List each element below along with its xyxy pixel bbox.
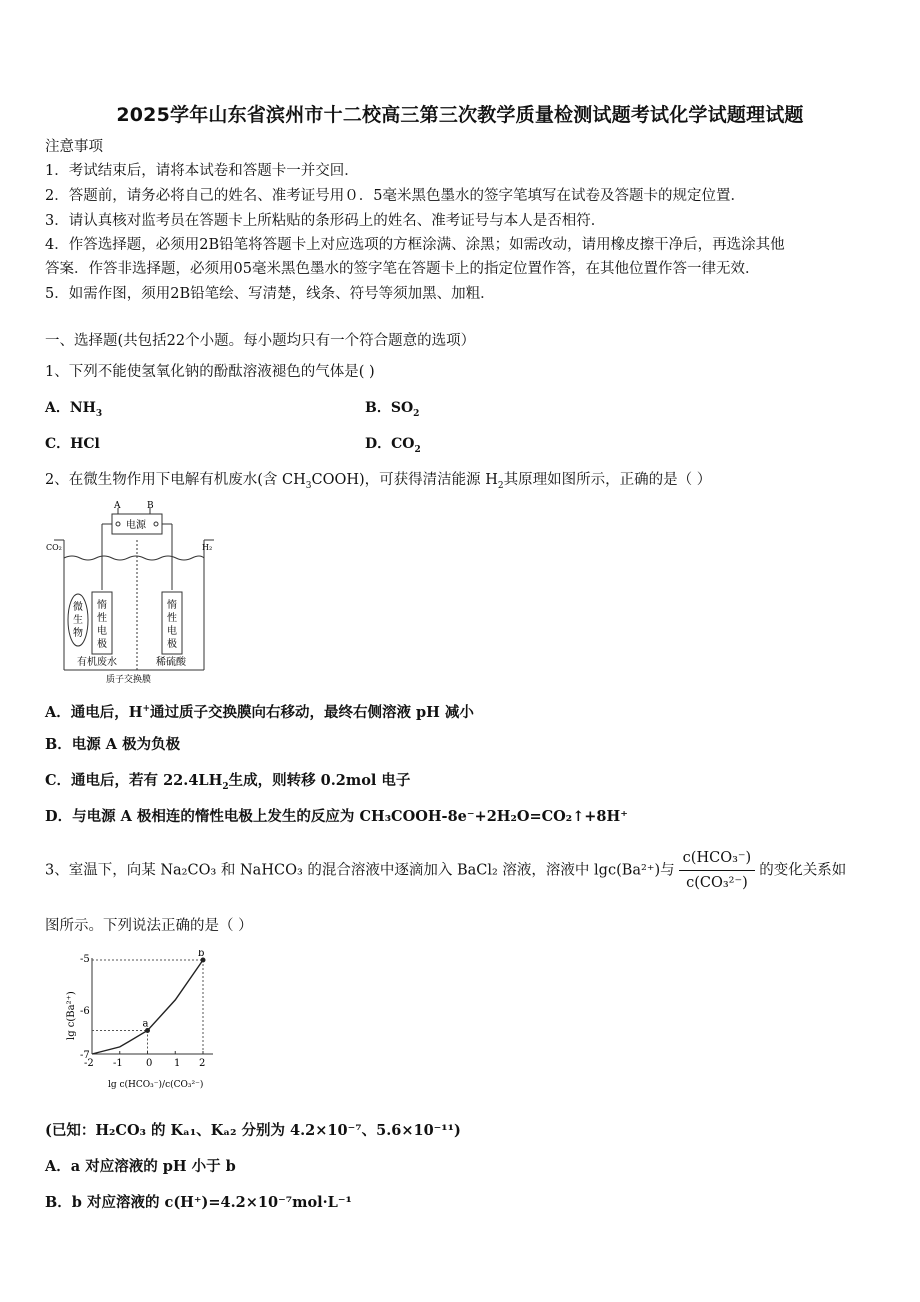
q1-option-c: C．HCl xyxy=(45,436,100,452)
electrode-char: 惰 xyxy=(97,600,107,611)
notice-item: 答案．作答非选择题，必须用05毫米黑色墨水的签字笔在答题卡上的指定位置作答，在其他位置作答一律无效． xyxy=(45,261,760,277)
point-a-label: a xyxy=(142,1018,149,1030)
electrode-char: 性 xyxy=(167,613,177,624)
ba-concentration-chart xyxy=(58,950,228,1110)
q3-option-a: A．a 对应溶液的 pH 小于 b xyxy=(45,1158,236,1175)
x-tick-label: -1 xyxy=(113,1058,123,1069)
notice-heading: 注意事项 xyxy=(45,139,103,155)
y-tick-label: -5 xyxy=(80,954,90,965)
notice-item: 1．考试结束后，请将本试卷和答题卡一并交回． xyxy=(45,163,359,179)
q2-option-d: D．与电源 A 极相连的惰性电极上发生的反应为 CH₃COOH-8e⁻+2H₂O=CO₂↑+8H⁺ xyxy=(45,808,628,825)
q1-option-b: B．$SO_2$ xyxy=(365,400,420,419)
q2-option-b: B．电源 A 极为负极 xyxy=(45,736,181,753)
section-heading: 一、选择题(共包括22个小题。每小题均只有一个符合题意的选项） xyxy=(45,333,476,349)
electrode-char: 性 xyxy=(97,613,107,624)
x-tick-label: 2 xyxy=(199,1058,206,1069)
notice-item: 3．请认真核对监考员在答题卡上所粘贴的条形码上的姓名、准考证号与本人是否相符． xyxy=(45,213,606,229)
q1-option-d: D．$CO_2$ xyxy=(365,436,421,455)
label-organic-water: 有机废水 xyxy=(77,657,117,668)
electrode-char: 极 xyxy=(97,639,107,650)
x-tick-label: 1 xyxy=(174,1058,181,1069)
label-co2: CO₂ xyxy=(46,543,62,552)
electrode-char: 电 xyxy=(97,626,107,637)
y-tick-label: -7 xyxy=(80,1050,90,1061)
microbe-char: 微 xyxy=(73,602,83,613)
notice-item: 2．答题前，请务必将自己的姓名、准考证号用０．5毫米黑色墨水的签字笔填写在试卷及答题卡的规定位置． xyxy=(45,188,745,204)
label-membrane: 质子交换膜 xyxy=(106,675,152,685)
notice-item: 5．如需作图，须用2B铅笔绘、写清楚，线条、符号等须加黑、加粗． xyxy=(45,286,495,302)
page-title: 2025学年山东省滨州市十二校高三第三次教学质量检测试题考试化学试题理试题 xyxy=(116,104,804,126)
question-2-stem: 2、在微生物作用下电解有机废水(含 $CH_3COOH$)，可获得清洁能源 $H_2$其原理如图所示，正确的是（ ） xyxy=(45,472,712,491)
question-3-stem-cont: 图所示。下列说法正确的是（ ） xyxy=(45,918,253,934)
point-b-label: b xyxy=(198,950,205,959)
notice-item: 4．作答选择题，必须用2B铅笔将答题卡上对应选项的方框涂满、涂黑；如需改动，请用橡皮擦干净后，再选涂其他 xyxy=(45,237,785,253)
q2-option-a: A．通电后，H+通过质子交换膜向右移动，最终右侧溶液 pH 减小 xyxy=(45,703,474,721)
question-1-stem: 1、下列不能使氢氧化钠的酚酞溶液褪色的气体是( ) xyxy=(45,364,375,380)
x-tick-label: 0 xyxy=(146,1058,153,1069)
question-3-stem: 3、室温下，向某 Na₂CO₃ 和 NaHCO₃ 的混合溶液中逐滴加入 BaCl₂ 溶液，溶液中 lgc(Ba²⁺)与 $\frac{\text{c(HCO₃⁻)}}{\text{c(CO₃²⁻)}}$ 的变化关系如 xyxy=(45,850,847,891)
concentration-fraction: $\frac{\text{c(HCO₃⁻)}}{\text{c(CO₃²⁻)}}$ xyxy=(679,848,756,893)
q3-option-b: B．b 对应溶液的 c(H⁺)=4.2×10⁻⁷mol·L⁻¹ xyxy=(45,1194,352,1211)
label-h2: H₂ xyxy=(202,543,213,552)
y-tick-label: -6 xyxy=(80,1006,90,1017)
y-axis-label: lg c(Ba²⁺) xyxy=(66,991,77,1040)
electrolysis-diagram xyxy=(44,500,216,686)
label-b: B xyxy=(147,501,154,511)
microbe-char: 物 xyxy=(73,628,83,639)
label-dilute-acid: 稀硫酸 xyxy=(156,657,186,668)
q1-option-a: A．$NH_3$ xyxy=(45,400,103,419)
q2-option-c: C．通电后，若有 $22.4LH_2$生成，则转移 0.2mol 电子 xyxy=(45,772,411,792)
electrode-char: 极 xyxy=(167,639,177,650)
microbe-char: 生 xyxy=(73,615,83,626)
electrode-char: 惰 xyxy=(167,600,177,611)
electrode-char: 电 xyxy=(167,626,177,637)
x-axis-label: lg c(HCO₃⁻)/c(CO₃²⁻) xyxy=(108,1080,204,1090)
label-a: A xyxy=(114,501,121,511)
q3-known: (已知：H₂CO₃ 的 Kₐ₁、Kₐ₂ 分别为 4.2×10⁻⁷、5.6×10⁻¹¹) xyxy=(45,1122,461,1139)
label-power: 电源 xyxy=(126,520,146,531)
x-tick-label: -2 xyxy=(84,1058,94,1069)
